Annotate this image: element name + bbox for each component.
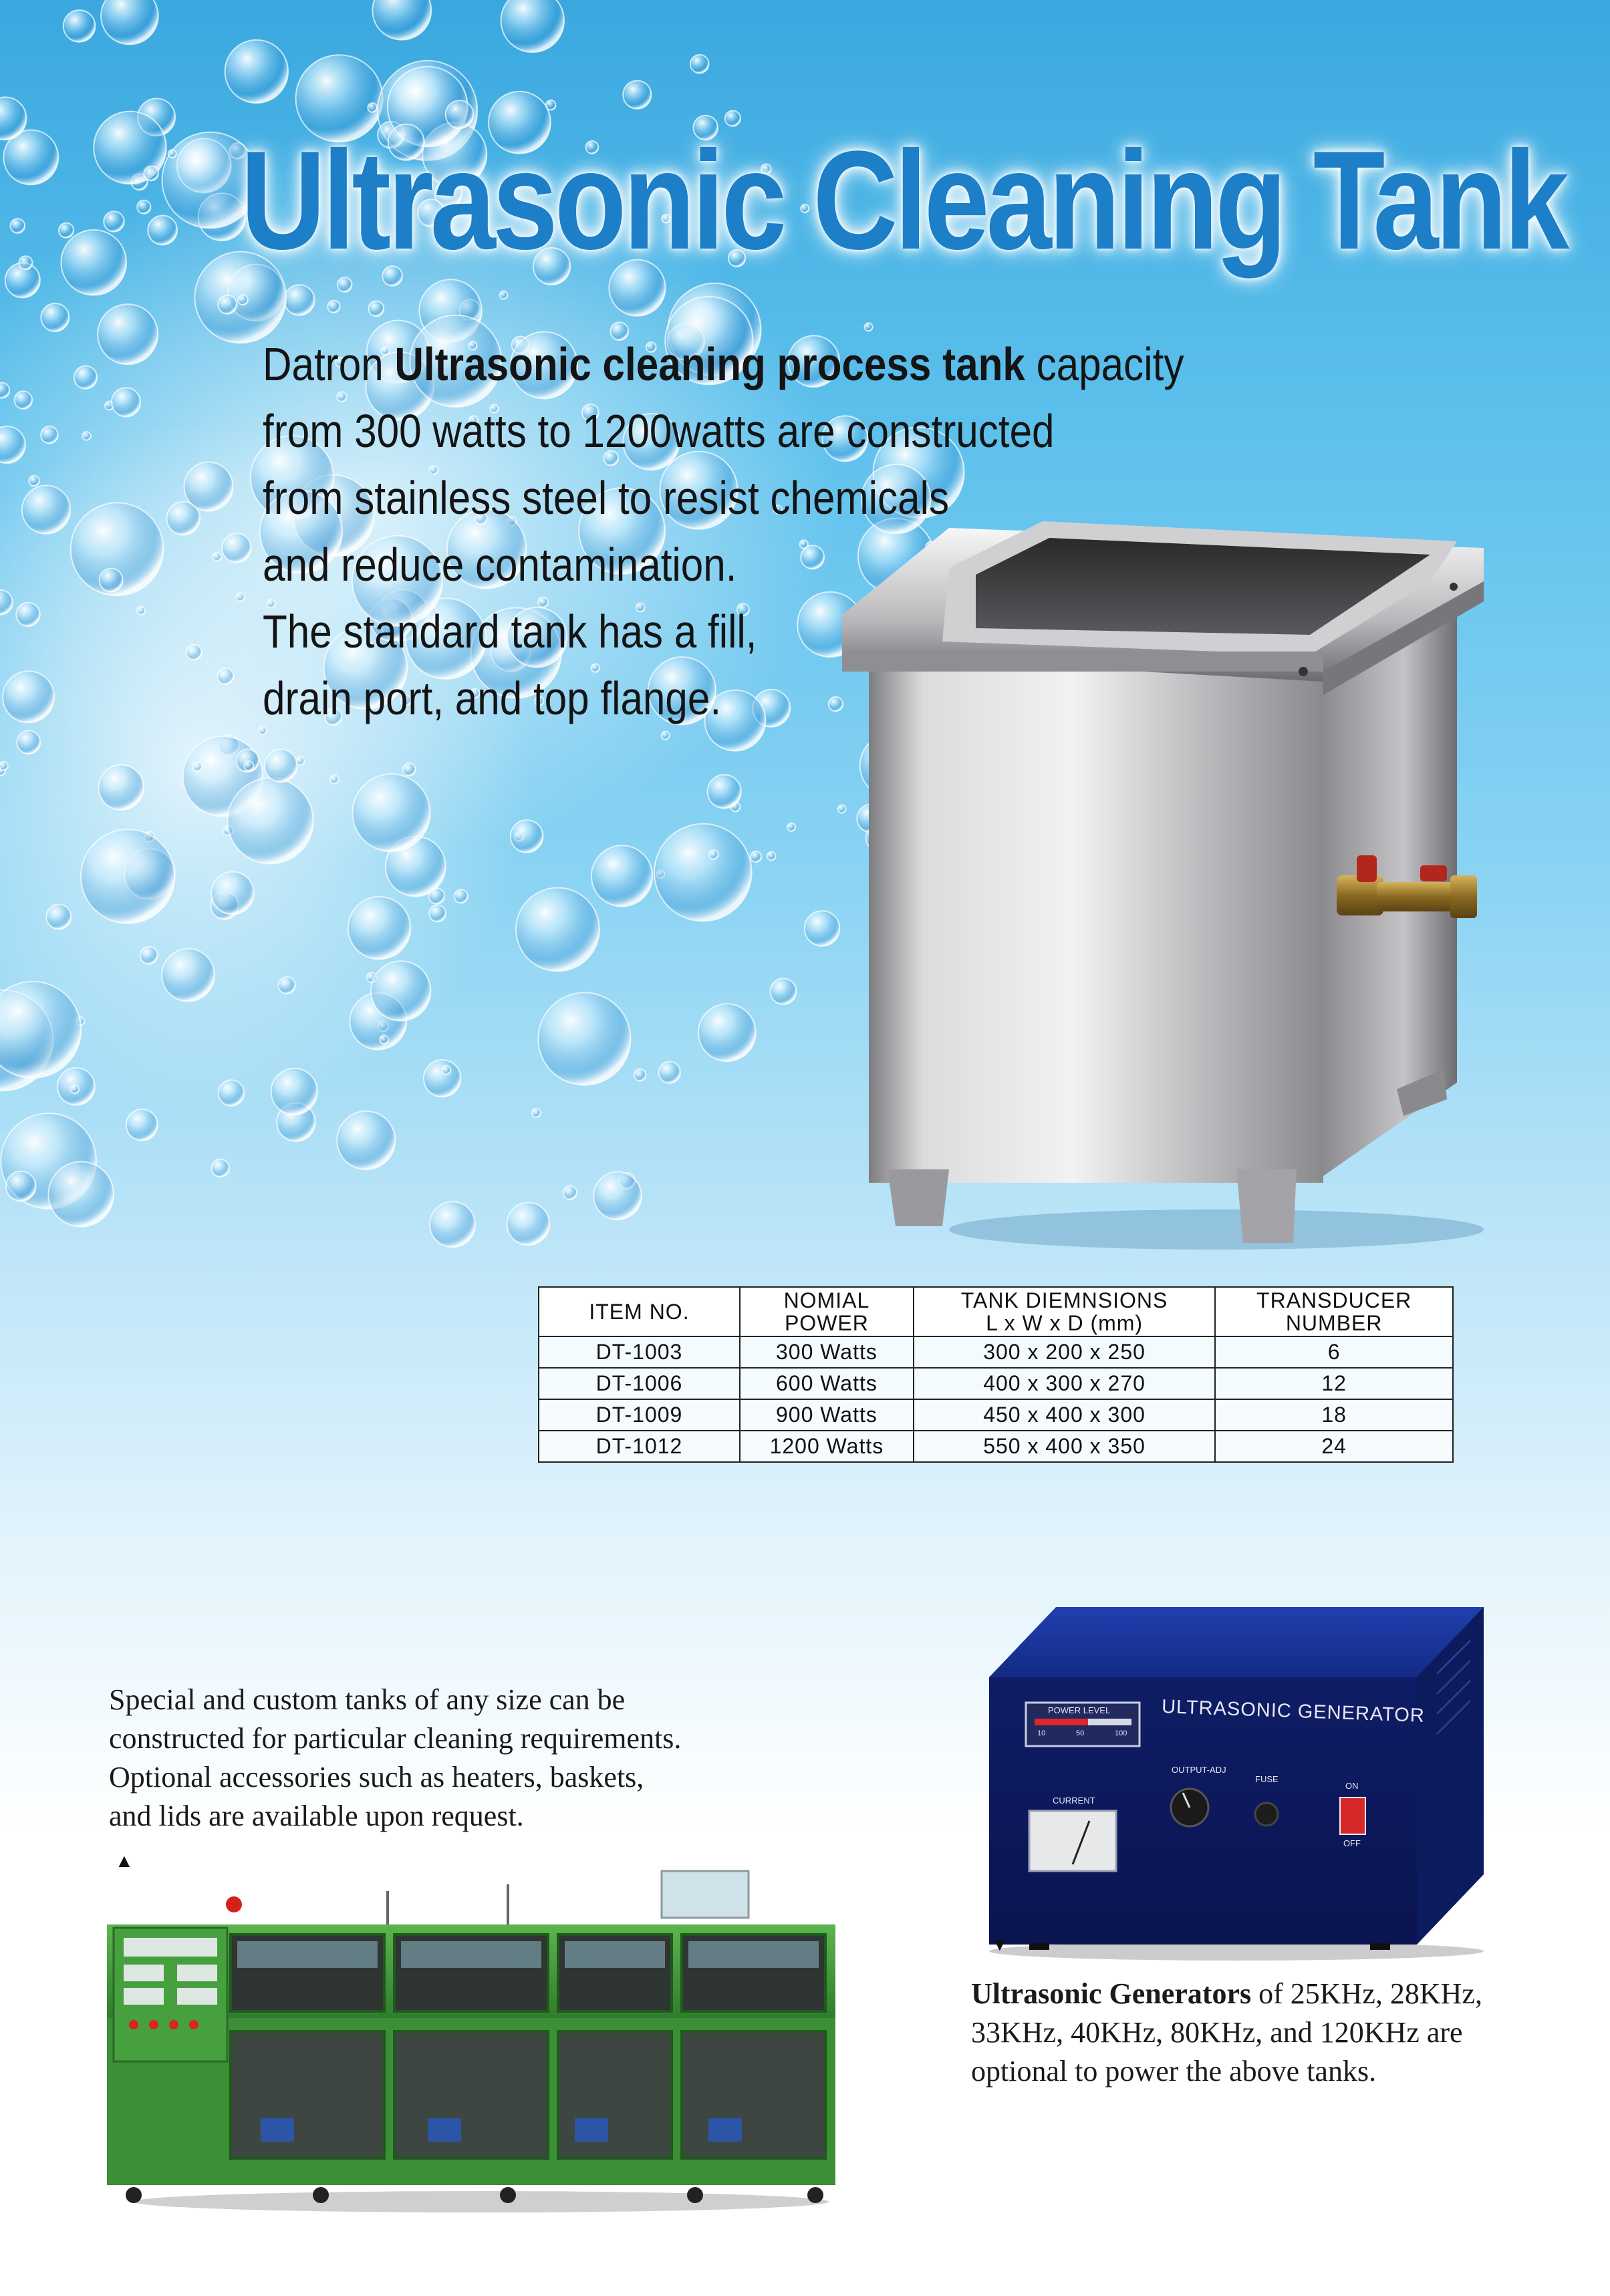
transducer-cell: 18 bbox=[1215, 1399, 1453, 1431]
bubble bbox=[538, 993, 630, 1085]
intro-text: from stainless steel to resist chemicals bbox=[263, 472, 950, 524]
item-no-cell: DT-1003 bbox=[539, 1336, 740, 1368]
generators-paragraph bbox=[971, 1975, 1573, 2091]
column-header bbox=[1215, 1287, 1453, 1336]
custom-tanks-text: constructed for particular cleaning requirements. bbox=[109, 1722, 682, 1755]
bubble bbox=[225, 40, 288, 103]
generators-text: 33KHz, 40KHz, 80KHz, and 120KHz are bbox=[971, 2016, 1463, 2049]
bubble bbox=[22, 486, 70, 534]
bubble bbox=[71, 1085, 80, 1094]
bubble bbox=[46, 904, 71, 929]
column-header bbox=[914, 1287, 1215, 1336]
bubble bbox=[41, 426, 58, 444]
bubble bbox=[112, 388, 140, 416]
bubble bbox=[137, 607, 145, 615]
header-line: L x W x D (mm) bbox=[986, 1311, 1144, 1335]
bubble bbox=[219, 1080, 245, 1106]
bubble bbox=[0, 383, 9, 398]
bubble bbox=[787, 823, 795, 831]
bubble bbox=[168, 150, 176, 158]
bubble bbox=[424, 1060, 460, 1097]
intro-text: drain port, and top flange. bbox=[263, 672, 722, 724]
bubble bbox=[99, 765, 144, 810]
bubble bbox=[372, 0, 431, 40]
bubble bbox=[100, 569, 123, 592]
bubble bbox=[371, 961, 430, 1020]
intro-text: capacity bbox=[1025, 338, 1184, 390]
bubble bbox=[265, 750, 297, 782]
bubble bbox=[101, 0, 158, 44]
bubble bbox=[709, 850, 718, 859]
bubble bbox=[211, 872, 253, 914]
power-cell: 900 Watts bbox=[740, 1399, 914, 1431]
bubble bbox=[532, 1109, 541, 1117]
bubble bbox=[348, 897, 411, 960]
bubble bbox=[16, 603, 39, 626]
bubble bbox=[184, 462, 233, 511]
intro-text: from 300 watts to 1200watts are constructed bbox=[263, 405, 1055, 457]
bubble bbox=[507, 1203, 550, 1246]
bubble bbox=[368, 301, 384, 317]
bubble bbox=[278, 977, 295, 994]
bubble bbox=[137, 200, 150, 214]
item-no-cell: DT-1006 bbox=[539, 1368, 740, 1399]
bubble bbox=[805, 911, 840, 946]
cleaning-line-machine-image bbox=[107, 1864, 835, 2218]
power-cell: 1200 Watts bbox=[740, 1431, 914, 1462]
generator-label: ULTRASONIC GENERATOR bbox=[1161, 1696, 1426, 1727]
bubble bbox=[140, 947, 158, 964]
bubble bbox=[193, 762, 202, 771]
bubble bbox=[511, 820, 543, 853]
bubble bbox=[501, 0, 564, 52]
item-no-cell: DT-1012 bbox=[539, 1431, 740, 1462]
ultrasonic-generator-image bbox=[982, 1594, 1490, 1961]
column-header bbox=[539, 1287, 740, 1336]
bubble bbox=[63, 10, 96, 42]
bubble bbox=[6, 1171, 35, 1201]
bubble bbox=[213, 553, 221, 561]
down-triangle-icon: ▼ bbox=[990, 1934, 1009, 1955]
power-scale-10: 10 bbox=[1037, 1729, 1046, 1737]
power-scale-50: 50 bbox=[1076, 1729, 1085, 1737]
bubble bbox=[29, 476, 39, 486]
header-line: NUMBER bbox=[1285, 1311, 1383, 1335]
bubble bbox=[217, 668, 233, 684]
custom-tanks-text: and lids are available upon request. bbox=[109, 1800, 524, 1832]
bubble bbox=[767, 852, 776, 861]
on-label: ON bbox=[1345, 1781, 1359, 1791]
dimensions-cell: 400 x 300 x 270 bbox=[914, 1368, 1215, 1399]
generators-text: of 25KHz, 28KHz, bbox=[1251, 1977, 1482, 2010]
generators-text: optional to power the above tanks. bbox=[971, 2055, 1377, 2088]
bubble bbox=[162, 949, 215, 1002]
bubble bbox=[244, 761, 253, 770]
dimensions-cell: 300 x 200 x 250 bbox=[914, 1336, 1215, 1368]
bubble bbox=[454, 889, 468, 903]
dimensions-cell: 450 x 400 x 300 bbox=[914, 1399, 1215, 1431]
header-line: POWER bbox=[784, 1311, 869, 1335]
table-row bbox=[539, 1399, 1453, 1431]
up-triangle-icon: ▲ bbox=[115, 1850, 134, 1871]
current-label: CURRENT bbox=[1053, 1796, 1095, 1806]
bubble bbox=[228, 778, 313, 863]
bubble bbox=[430, 1201, 475, 1247]
bubble bbox=[516, 888, 599, 972]
bubble bbox=[654, 824, 752, 921]
bubble bbox=[380, 1035, 388, 1044]
bubble bbox=[212, 1159, 229, 1177]
bubble bbox=[353, 774, 430, 851]
bubble bbox=[17, 730, 40, 754]
bubble bbox=[222, 533, 251, 562]
page-title: Ultrasonic Cleaning Tank bbox=[241, 122, 1567, 279]
intro-text: Datron bbox=[263, 338, 395, 390]
fuse-label: FUSE bbox=[1255, 1774, 1279, 1784]
bubble bbox=[330, 775, 339, 784]
bubble bbox=[10, 219, 25, 233]
table-header-row bbox=[539, 1287, 1453, 1336]
bubble bbox=[59, 223, 74, 238]
column-header bbox=[740, 1287, 914, 1336]
bubble bbox=[19, 256, 32, 269]
bubble bbox=[74, 366, 97, 389]
power-cell: 600 Watts bbox=[740, 1368, 914, 1399]
bubble bbox=[751, 851, 761, 862]
bubble bbox=[61, 230, 126, 295]
bubble bbox=[865, 323, 873, 331]
bubble bbox=[271, 1068, 317, 1115]
power-cell: 300 Watts bbox=[740, 1336, 914, 1368]
table-row bbox=[539, 1336, 1453, 1368]
header-line: NOMIAL bbox=[783, 1288, 870, 1312]
bubble bbox=[429, 905, 446, 922]
table-row bbox=[539, 1368, 1453, 1399]
bubble bbox=[708, 774, 741, 808]
bubble bbox=[698, 1004, 756, 1061]
transducer-cell: 24 bbox=[1215, 1431, 1453, 1462]
dimensions-cell: 550 x 400 x 350 bbox=[914, 1431, 1215, 1462]
bubble bbox=[104, 211, 124, 231]
bubble bbox=[81, 829, 174, 923]
bubble bbox=[186, 645, 202, 660]
bubble bbox=[236, 593, 244, 601]
header-line: ITEM NO. bbox=[589, 1300, 690, 1324]
custom-tanks-paragraph bbox=[109, 1681, 777, 1836]
custom-tanks-text: Special and custom tanks of any size can be bbox=[109, 1683, 626, 1716]
bubble bbox=[0, 762, 8, 770]
bubble bbox=[591, 845, 652, 906]
header-line: TRANSDUCER bbox=[1256, 1288, 1412, 1312]
bubble bbox=[15, 391, 33, 409]
bubble bbox=[144, 166, 158, 181]
bubble bbox=[49, 1161, 114, 1226]
bubble bbox=[82, 432, 91, 440]
bubble bbox=[442, 1066, 450, 1074]
output-adj-label: OUTPUT-ADJ bbox=[1172, 1765, 1226, 1775]
bubble bbox=[98, 304, 158, 364]
bubble bbox=[337, 1111, 395, 1169]
intro-text: The standard tank has a fill, bbox=[263, 605, 757, 658]
bubble bbox=[593, 1172, 641, 1219]
stainless-tank-image bbox=[842, 501, 1484, 1256]
generators-bold-text: Ultrasonic Generators bbox=[971, 1977, 1252, 2010]
bubble bbox=[3, 671, 54, 722]
bubble bbox=[563, 1186, 577, 1199]
intro-bold-text: Ultrasonic cleaning process tank bbox=[394, 338, 1025, 390]
bubble bbox=[690, 55, 709, 74]
bubble bbox=[41, 303, 69, 331]
intro-text: and reduce contamination. bbox=[263, 539, 737, 591]
table-row bbox=[539, 1431, 1453, 1462]
power-scale-100: 100 bbox=[1115, 1729, 1127, 1737]
transducer-cell: 6 bbox=[1215, 1336, 1453, 1368]
bubble bbox=[659, 1062, 680, 1083]
bubble bbox=[403, 763, 416, 776]
bubble bbox=[662, 732, 670, 740]
bubble bbox=[634, 1069, 646, 1081]
bubble bbox=[218, 295, 237, 314]
transducer-cell: 12 bbox=[1215, 1368, 1453, 1399]
header-line: TANK DIEMNSIONS bbox=[960, 1288, 1168, 1312]
bubble bbox=[327, 301, 340, 313]
power-level-label: POWER LEVEL bbox=[1048, 1705, 1111, 1715]
bubble bbox=[126, 1109, 158, 1141]
bubble bbox=[771, 978, 797, 1004]
bubble bbox=[148, 216, 177, 245]
off-label: OFF bbox=[1343, 1838, 1361, 1848]
spec-table bbox=[538, 1286, 1454, 1463]
custom-tanks-text: Optional accessories such as heaters, baskets, bbox=[109, 1761, 644, 1793]
item-no-cell: DT-1009 bbox=[539, 1399, 740, 1431]
